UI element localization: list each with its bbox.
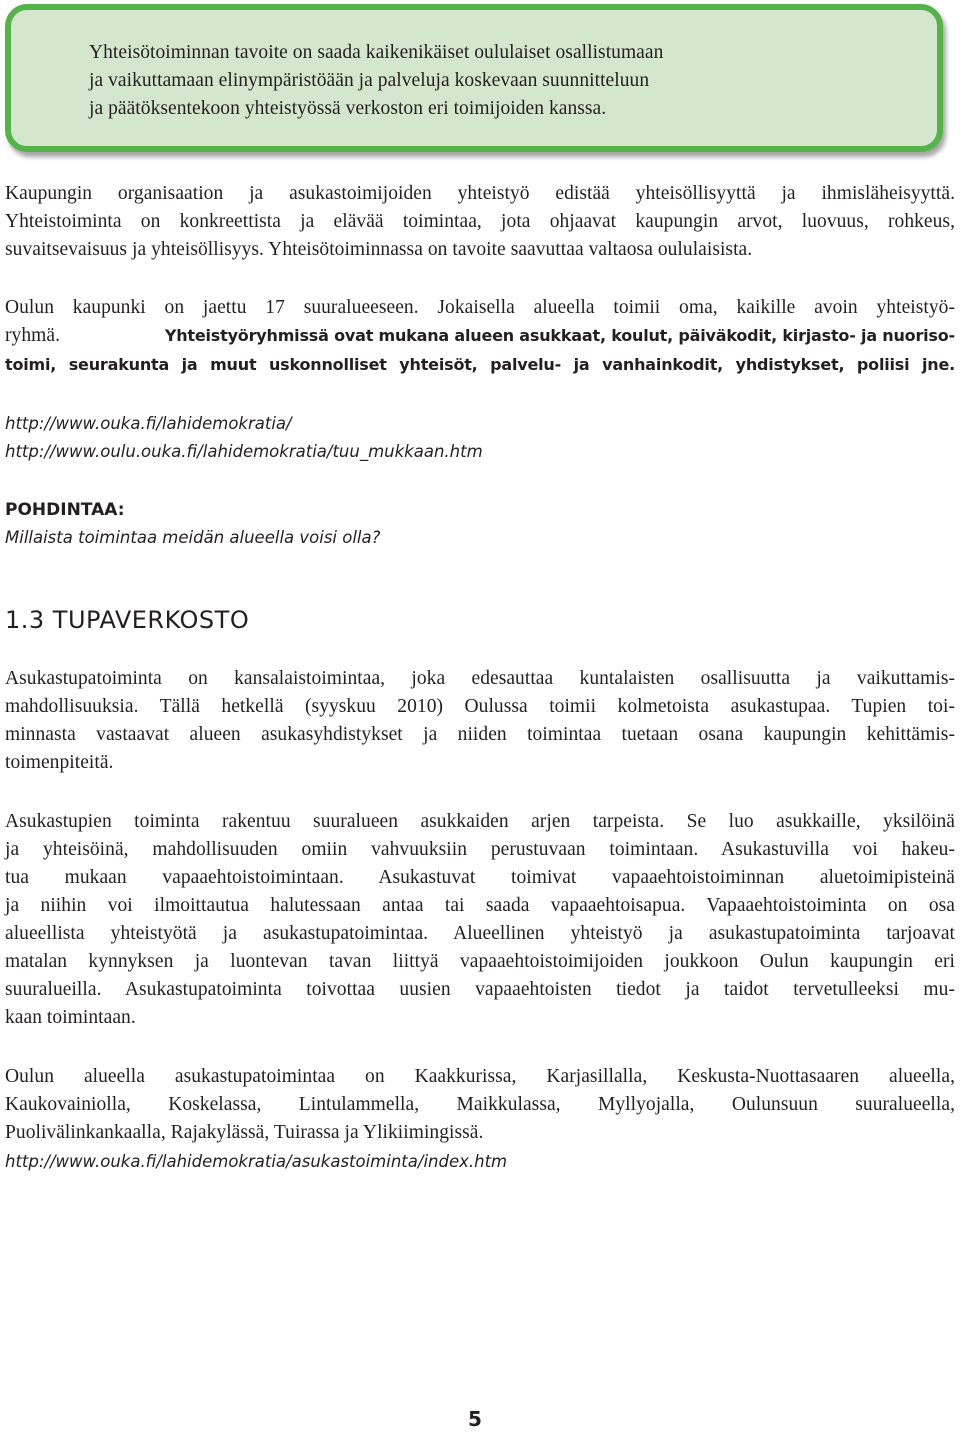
section-p2-line-3: tua mukaan vapaaehtoistoimintaan. Asukastuvat toimivat vapaaehtoistoiminnan aluetoimipisteinä xyxy=(5,867,955,888)
section-heading: 1.3 TUPAVERKOSTO xyxy=(5,606,250,634)
callout-line-1: Yhteisötoiminnan tavoite on saada kaikenikäiset oululaiset osallistumaan xyxy=(89,42,664,63)
section-p2-line-4: ja niihin voi ilmoittautua halutessaan antaa tai saada vapaaehtoisapua. Vapaaehtoistoiminta on osa xyxy=(5,895,955,916)
areas-line-2-bold: Yhteistyöryhmissä ovat mukana alueen asukkaat, koulut, päiväkodit, kirjasto- ja nuoriso- xyxy=(164,326,955,345)
callout-line-3: ja päätöksentekoon yhteistyössä verkoston eri toimijoiden kanssa. xyxy=(89,98,607,119)
link-asukastoiminta[interactable]: http://www.ouka.fi/lahidemokratia/asukastoiminta/index.htm xyxy=(5,1152,508,1171)
reflection-label: POHDINTAA: xyxy=(5,500,125,520)
section-p3-line-1: Oulun alueella asukastupatoimintaa on Kaakkurissa, Karjasillalla, Keskusta-Nuottasaaren alueella, xyxy=(5,1066,955,1087)
section-p2-line-8: kaan toimintaan. xyxy=(5,1007,136,1028)
intro-line-3: suvaitsevaisuus ja yhteisöllisyys. Yhteisötoiminnassa on tavoite saavuttaa valtaosa oululaisista. xyxy=(5,239,753,260)
intro-line-1: Kaupungin organisaation ja asukastoimijoiden yhteistyö edistää yhteisöllisyyttä ja ihmisläheisyyttä. xyxy=(5,183,955,204)
section-p1-line-4: toimenpiteitä. xyxy=(5,752,114,773)
reflection-question: Millaista toimintaa meidän alueella voisi olla? xyxy=(5,528,381,547)
section-p2-line-7: suuralueilla. Asukastupatoiminta toivottaa uusien vapaaehtoisten tiedot ja taidot tervetulleeksi mu- xyxy=(5,979,955,1000)
callout-line-2: ja vaikuttamaan elinympäristöään ja palveluja koskevaan suunnitteluun xyxy=(89,70,650,91)
section-p2-line-5: alueellista yhteistyötä ja asukastupatoimintaa. Alueellinen yhteistyö ja asukastupatoiminta tarjoavat xyxy=(5,923,955,944)
intro-line-2: Yhteistoiminta on konkreettista ja elävää toimintaa, jota ohjaavat kaupungin arvot, luovuus, rohkeus, xyxy=(5,211,955,232)
section-p3-line-3: Puolivälinkankaalla, Rajakylässä, Tuirassa ja Ylikiimingissä. xyxy=(5,1122,484,1143)
areas-line-2-serif: ryhmä. xyxy=(5,325,60,346)
section-p3-line-2: Kaukovainiolla, Koskelassa, Lintulammella, Maikkulassa, Myllyojalla, Oulunsuun suuralueella, xyxy=(5,1094,955,1115)
section-p1-line-2: mahdollisuuksia. Tällä hetkellä (syyskuu 2010) Oulussa toimii kolmetoista asukastupaa. Tupien toi- xyxy=(5,696,955,717)
goal-callout-box xyxy=(5,4,943,152)
areas-line-2 xyxy=(5,322,955,350)
areas-line-3: toimi, seurakunta ja muut uskonnolliset yhteisöt, palvelu- ja vanhainkodit, yhdistykset, poliisi jne. xyxy=(5,355,955,374)
page-number: 5 xyxy=(468,1407,482,1431)
section-p1-line-3: minnasta vastaavat alueen asukasyhdistykset ja niiden toimintaa tuetaan osana kaupungin kehittämis- xyxy=(5,724,955,745)
link-tuu-mukkaan[interactable]: http://www.oulu.ouka.fi/lahidemokratia/tuu_mukkaan.htm xyxy=(5,442,483,461)
link-lahidemokratia[interactable]: http://www.ouka.fi/lahidemokratia/ xyxy=(5,414,292,433)
section-p1-line-1: Asukastupatoiminta on kansalaistoimintaa, joka edesauttaa kuntalaisten osallisuutta ja vaikuttamis- xyxy=(5,668,955,689)
section-p2-line-2: ja yhteisöinä, mahdollisuuden omiin vahvuuksiin perustuvaan toimintaan. Asukastuvilla voi hakeu- xyxy=(5,839,955,860)
section-p2-line-1: Asukastupien toiminta rakentuu suuralueen asukkaiden arjen tarpeista. Se luo asukkaille, yksilöinä xyxy=(5,811,955,832)
section-p2-line-6: matalan kynnyksen ja luontevan tavan liittyä vapaaehtoistoimijoiden joukkoon Oulun kaupungin eri xyxy=(5,951,955,972)
areas-line-1: Oulun kaupunki on jaettu 17 suuralueeseen. Jokaisella alueella toimii oma, kaikille avoin yhteistyö- xyxy=(5,297,955,318)
